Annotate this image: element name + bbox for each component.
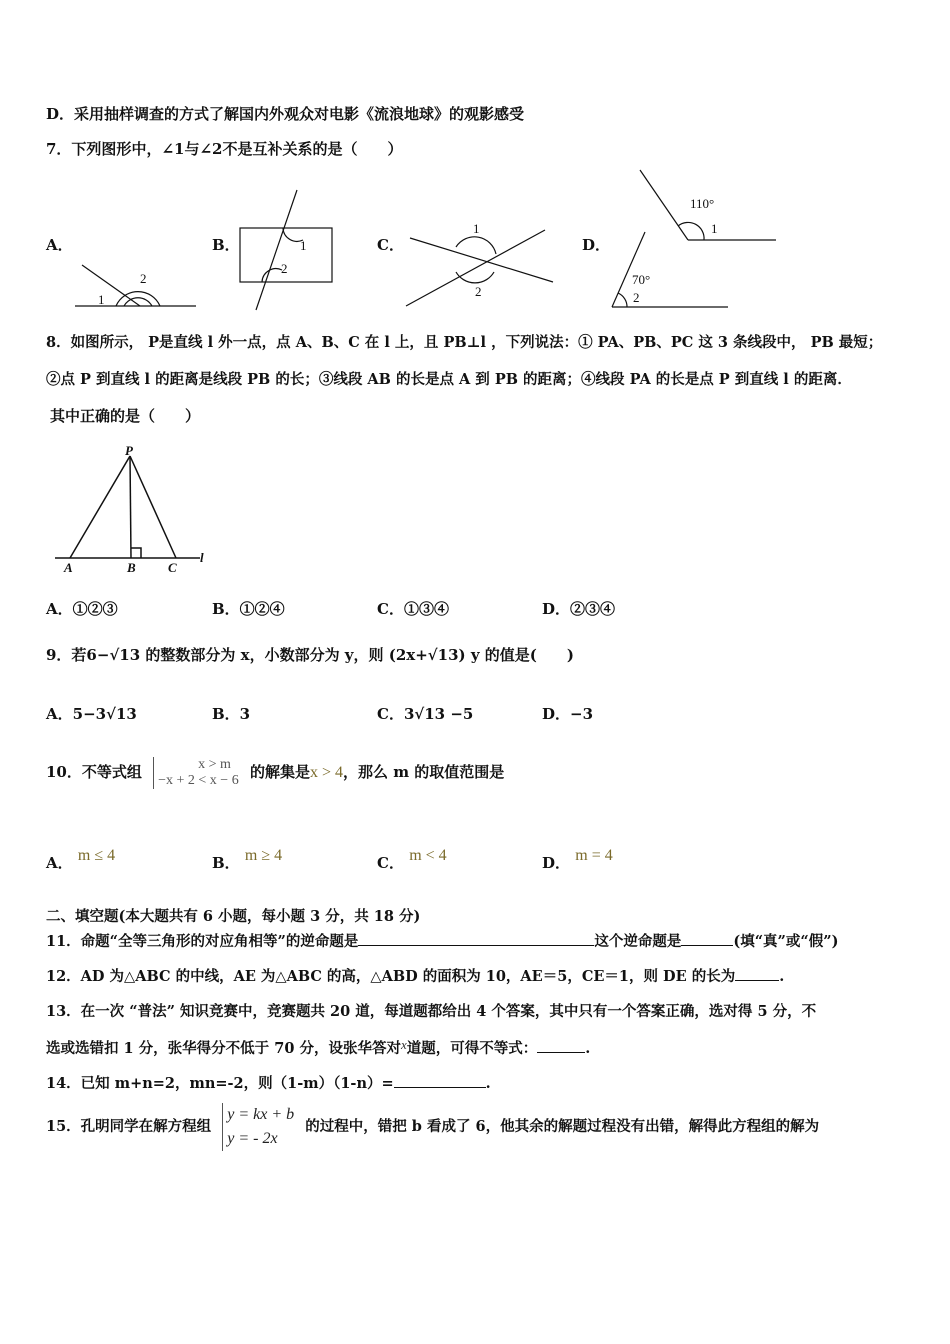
q15-eq-1: y = kx + b [227,1106,295,1123]
q8-option-b[interactable]: B．①②④ [212,600,285,618]
q7-option-d[interactable]: D． [582,236,611,254]
q10-option-c[interactable] [377,847,447,873]
q7-c-label-1: 1 [473,221,480,236]
q11-part-2: 这个逆命题是 [594,933,682,950]
q8-option-a[interactable]: A．①②③ [46,600,118,618]
q8-label-c: C [168,560,177,575]
q10-solution: x > 4 [309,764,343,781]
q12 [46,965,784,986]
q9-option-a[interactable]: A．5−3√13 [46,705,137,723]
q10-suffix: ，那么 m 的取值范围是 [342,763,505,781]
q7-figures [0,0,950,600]
q8-label-b: B [127,560,136,575]
q10-option-c-letter: C． [377,854,404,872]
q14-text: 14．已知 m+n=2，mn=-2，则（1-m）（1-n）= [46,1075,394,1092]
q7-b-label-1: 1 [300,238,307,253]
q9-option-d[interactable]: D．−3 [542,705,594,723]
q10-option-d-letter: D． [542,854,571,872]
q8-label-p: P [125,443,133,458]
q7-option-b[interactable]: B． [212,236,240,254]
q15-eq-2: y = - 2x [227,1130,278,1147]
q11-blank-2[interactable] [681,931,733,946]
q14-end: . [485,1075,491,1092]
q8-label-a: A [64,560,73,575]
q10-system [153,757,239,789]
q8-line-2: ②点 P 到直线 l 的距离是线段 PB 的长；③线段 AB 的长是点 A 到 PB 的距离；④线段 PA 的长是点 P 到直线 l 的距离． [46,371,852,388]
q7-figure-a [75,265,196,306]
q7-c-label-2: 2 [475,284,482,299]
q7-a-label-1: 1 [98,292,105,307]
q10-eq-1: x > m [198,757,231,772]
q7-option-a[interactable]: A． [46,236,73,254]
q11-blank-1[interactable] [358,931,594,946]
q9-option-b[interactable]: B．3 [212,705,251,723]
q10-option-d-value: m = 4 [575,847,613,864]
q13-line-2a: 选或选错扣 1 分，张华得分不低于 70 分，设张华答对 [46,1040,401,1057]
q12-text: 12．AD 为△ABC 的中线，AE 为△ABC 的高，△ABD 的面积为 10，AE＝5，CE＝1，则 DE 的长为 [46,968,736,985]
q10-mid: 的解集是 [249,763,310,781]
q10-prefix: 10．不等式组 [46,763,142,781]
q11-part-1: 11．命题“全等三角形的对应角相等”的逆命题是 [46,933,359,950]
q10-option-d[interactable] [542,847,613,873]
q13-line-2b: 道题，可得不等式： [406,1040,538,1057]
q11-part-3: (填“真”或“假”) [733,933,839,950]
q13-blank[interactable] [537,1038,585,1053]
q10-option-b[interactable] [212,847,283,873]
q8-line-1: 8．如图所示， P是直线 l 外一点，点 A、B、C 在 l 上，且 PB⊥l ，下列说法：① PA、PB、PC 这 3 条线段中， PB 最短； [46,334,883,351]
q8-option-c[interactable]: C．①③④ [377,600,449,618]
q15-suffix: 的过程中，错把 b 看成了 6，他其余的解题过程没有出错，解得此方程组的解为 [305,1118,820,1135]
q6-option-d: D．采用抽样调查的方式了解国内外观众对电影《流浪地球》的观影感受 [46,105,525,123]
q14-blank[interactable] [394,1073,486,1088]
q8-line-3: 其中正确的是（ ） [50,407,201,425]
q8-label-l: l [200,550,204,565]
q7-a-label-2: 2 [140,271,147,286]
q7-b-label-2: 2 [281,261,288,276]
q7-d-label-2: 2 [633,290,640,305]
q7-option-c[interactable]: C． [377,236,404,254]
q13-var: x [400,1037,407,1052]
q10-option-a-letter: A． [46,854,73,872]
q10-option-c-value: m < 4 [409,847,447,864]
q10-option-a[interactable] [46,847,116,873]
q10-option-a-value: m ≤ 4 [77,847,116,864]
q10-stem [46,757,504,789]
q7-d-label-1: 1 [711,221,718,236]
q10-option-b-letter: B． [212,854,240,872]
q12-end: . [779,968,785,985]
q7-d-angle-70: 70° [632,272,651,287]
q11 [46,930,838,951]
q7-stem: 7．下列图形中，∠1与∠2不是互补关系的是（ ） [46,140,403,158]
q15 [46,1103,819,1151]
q13-line-1: 13．在一次 “普法” 知识竞赛中，竞赛题共 20 道，每道题都给出 4 个答案，其中只有一个答案正确，选对得 5 分，不 [46,1003,817,1020]
section-2-title: 二、填空题(本大题共有 6 小题，每小题 3 分，共 18 分) [46,908,421,925]
q10-eq-2: −x + 2 < x − 6 [158,773,239,788]
q10-option-b-value: m ≥ 4 [244,847,283,864]
q8-option-d[interactable]: D．②③④ [542,600,616,618]
q12-blank[interactable] [735,966,779,981]
q15-prefix: 15．孔明同学在解方程组 [46,1118,212,1135]
q13-end: . [585,1040,591,1057]
q7-figure-b [240,190,332,310]
q8-figure [55,456,200,558]
q9-option-c[interactable]: C．3√13 −5 [377,705,474,723]
q7-d-angle-110: 110° [690,196,715,211]
q14 [46,1072,491,1093]
q9-stem: 9．若6−√13 的整数部分为 x，小数部分为 y，则 (2x+√13) y 的值是( ) [46,646,574,664]
q15-system [222,1103,294,1151]
q13-line-2 [46,1037,590,1058]
